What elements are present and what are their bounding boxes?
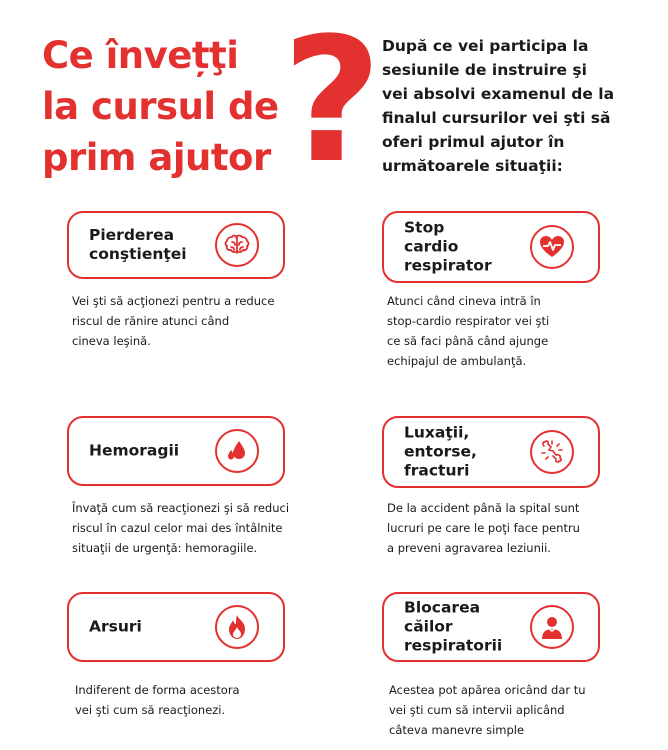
- desc-line: Învaţă cum să reacţionezi şi să reduci: [72, 501, 290, 515]
- card-title-line: conştienţei: [89, 245, 187, 263]
- intro-line: vei absolvi examenul de la: [382, 85, 615, 103]
- desc-line: echipajul de ambulanţă.: [387, 354, 527, 368]
- blood-drop-icon: [215, 429, 259, 473]
- heart-pulse-icon: [530, 225, 574, 269]
- desc-line: Atunci când cineva intră în: [387, 294, 541, 308]
- desc-line: riscul în cazul celor mai des întâlnite: [72, 521, 283, 535]
- card-title: [89, 442, 179, 461]
- intro-line: După ce vei participa la: [382, 37, 589, 55]
- card-loss-of-consciousness: [67, 211, 285, 279]
- intro-line: următoarele situaţii:: [382, 157, 563, 175]
- intro-line: sesiunile de instruire şi: [382, 61, 587, 79]
- desc-line: vei şti cum să reacţionezi.: [75, 703, 226, 717]
- card-description: [387, 291, 617, 371]
- flame-icon: [215, 605, 259, 649]
- desc-line: cineva leşină.: [72, 334, 151, 348]
- card-description: [389, 680, 629, 740]
- desc-line: câteva manevre simple: [389, 723, 525, 737]
- desc-line: lucruri pe care le poţi face pentru: [387, 521, 580, 535]
- desc-line: De la accident până la spital sunt: [387, 501, 580, 515]
- desc-line: situaţii de urgenţă: hemoragiile.: [72, 541, 258, 555]
- card-title: [404, 599, 502, 656]
- card-title: [89, 226, 187, 264]
- card-description: [387, 498, 627, 558]
- card-title-line: Blocarea: [404, 598, 481, 617]
- card-burns: [67, 592, 285, 662]
- card-description: [72, 291, 302, 351]
- card-title-line: Pierderea: [89, 226, 175, 244]
- intro-line: finalul cursurilor vei şti să: [382, 109, 611, 127]
- card-fractures: [382, 416, 600, 488]
- card-title-line: cardio: [404, 237, 459, 256]
- card-title-line: respiratorii: [404, 636, 503, 655]
- card-title: [404, 424, 477, 481]
- card-title-line: Luxaţii,: [404, 423, 470, 442]
- card-description: [75, 680, 305, 720]
- intro-text: [382, 34, 652, 178]
- card-title-line: Hemoragii: [89, 441, 180, 460]
- choking-person-icon: [530, 605, 574, 649]
- question-mark-graphic: ?: [282, 0, 382, 201]
- card-title-line: Stop: [404, 218, 445, 237]
- title-line: prim ajutor: [42, 136, 271, 179]
- card-description: [72, 498, 332, 558]
- desc-line: vei şti cum să intervii aplicând: [389, 703, 565, 717]
- intro-line: oferi primul ajutor în: [382, 133, 565, 151]
- card-title: [404, 219, 492, 276]
- desc-line: ce să faci până când ajunge: [387, 334, 549, 348]
- card-title-line: respirator: [404, 256, 492, 275]
- broken-bone-icon: [530, 430, 574, 474]
- desc-line: a preveni agravarea leziunii.: [387, 541, 551, 555]
- brain-icon: [215, 223, 259, 267]
- page-title: [42, 30, 292, 183]
- card-title-line: fracturi: [404, 461, 470, 480]
- desc-line: stop-cardio respirator vei şti: [387, 314, 550, 328]
- desc-line: Indiferent de forma acestora: [75, 683, 240, 697]
- desc-line: Acestea pot apărea oricând dar tu: [389, 683, 586, 697]
- card-cardiac-arrest: [382, 211, 600, 283]
- desc-line: Vei şti să acţionezi pentru a reduce: [72, 294, 275, 308]
- card-title-line: entorse,: [404, 442, 477, 461]
- card-title-line: Arsuri: [89, 617, 142, 636]
- card-choking: [382, 592, 600, 662]
- desc-line: riscul de rănire atunci când: [72, 314, 230, 328]
- card-title: [89, 618, 142, 637]
- title-line: Ce învețţi: [42, 34, 239, 77]
- card-title-line: căilor: [404, 617, 453, 636]
- card-hemorrhage: [67, 416, 285, 486]
- title-line: la cursul de: [42, 85, 279, 128]
